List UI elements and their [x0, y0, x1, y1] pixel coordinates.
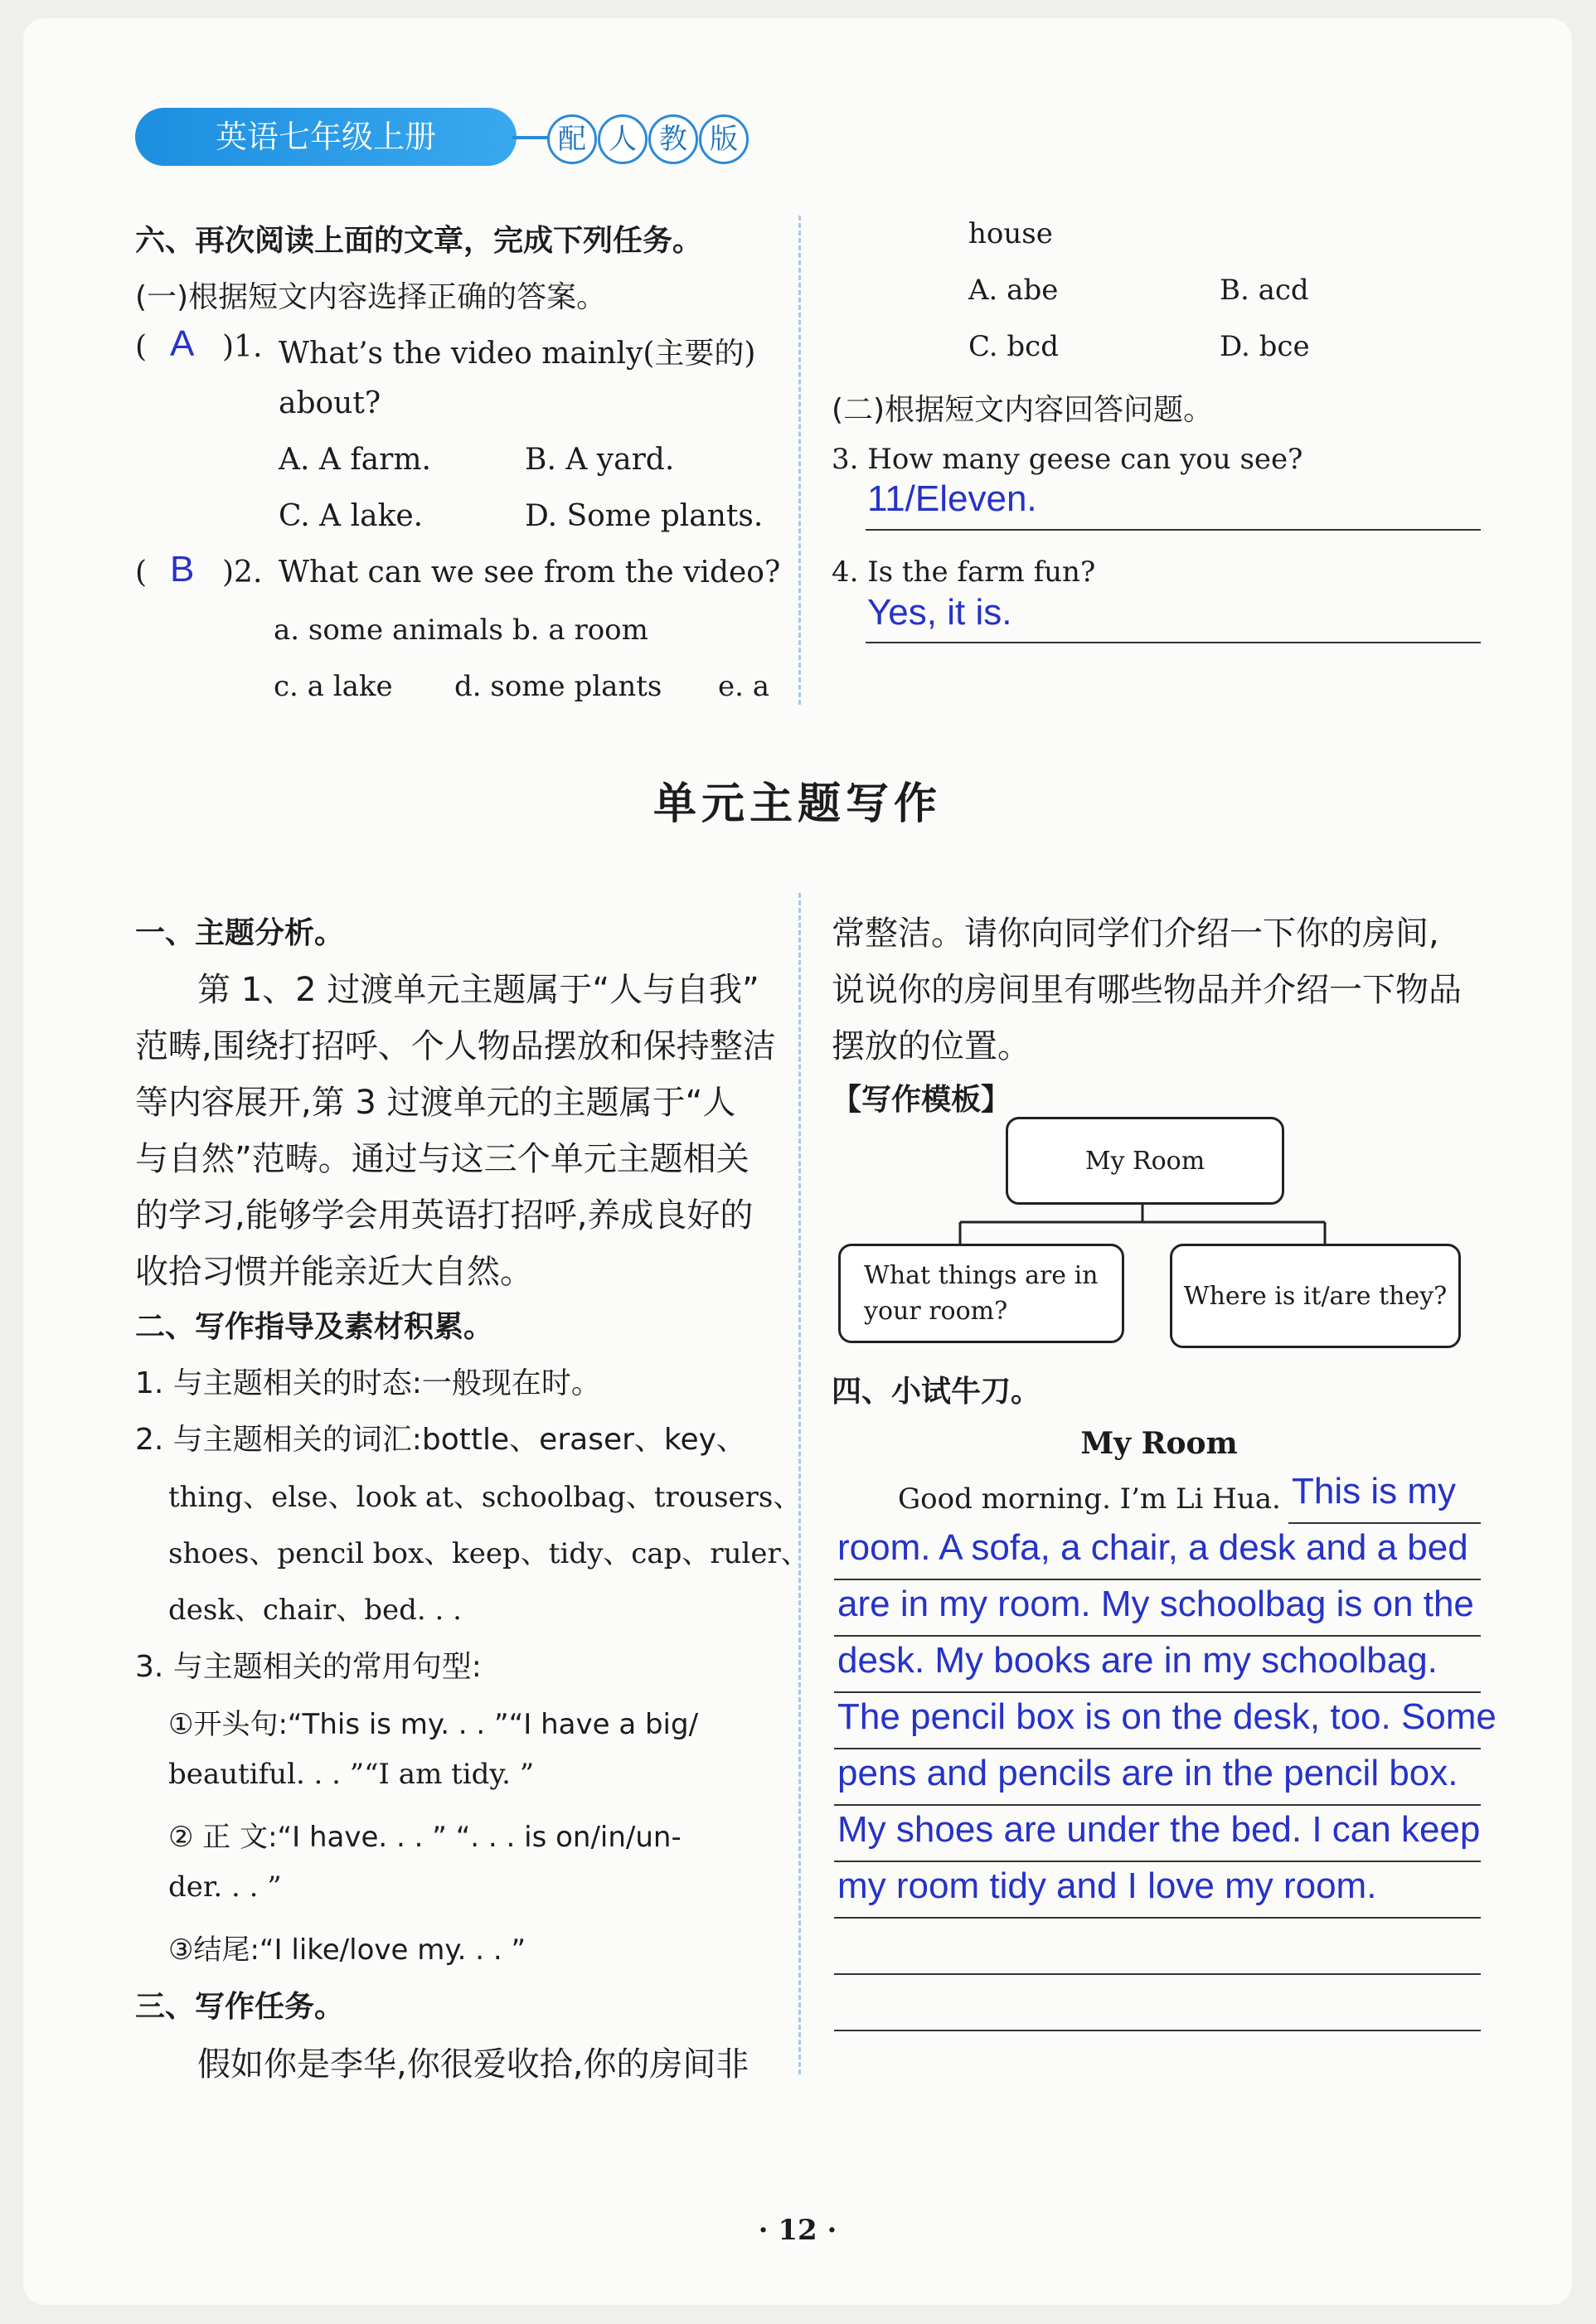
- essay-rule-3: [834, 1635, 1481, 1637]
- part3-line-1: 假如你是李华,你很爱收拾,你的房间非: [197, 2045, 749, 2084]
- q1-text-cont: about?: [279, 386, 381, 420]
- part1-line-3: 等内容展开,第 3 过渡单元的主题属于“人: [135, 1084, 736, 1122]
- part1-line-4: 与自然”范畴。通过与这三个单元主题相关: [135, 1140, 749, 1178]
- tag-ban: 版: [699, 114, 749, 164]
- essay-rule-6: [834, 1804, 1481, 1806]
- q2-item-d: d. some plants: [454, 670, 662, 703]
- part1-line-5: 的学习,能够学会用英语打招呼,养成良好的: [135, 1196, 754, 1235]
- diagram-right-box: [1170, 1244, 1461, 1348]
- q1-option-b: B. A yard.: [525, 443, 675, 477]
- q2-item-c: c. a lake: [274, 670, 393, 703]
- part2-item-3-line-1: ①开头句:“This is my. . . ”“I have a big/: [168, 1708, 699, 1741]
- part6-title: 六、再次阅读上面的文章，完成下列任务。: [135, 224, 703, 258]
- part6-sub1: (一)根据短文内容选择正确的答案。: [135, 280, 607, 314]
- diagram-right-label: Where is it/are they?: [1183, 1281, 1448, 1311]
- q2-option-d: D. bce: [1220, 330, 1310, 363]
- q1-option-c: C. A lake.: [279, 499, 424, 533]
- part2-item-2-line-3: shoes、pencil box、keep、tidy、cap、ruler、: [168, 1537, 809, 1570]
- part1-line-6: 收拾习惯并能亲近大自然。: [135, 1253, 533, 1291]
- page: [23, 18, 1572, 2305]
- part2-item-1: 1. 与主题相关的时态:一般现在时。: [135, 1366, 601, 1400]
- essay-line-4: desk. My books are in my schoolbag.: [837, 1640, 1438, 1681]
- page-number: · 12 ·: [758, 2214, 837, 2247]
- template-label: 【写作模板】: [832, 1083, 1011, 1117]
- q2-bracket-open: (: [135, 556, 148, 589]
- part1-line-2: 范畴,围绕打招呼、个人物品摆放和保持整洁: [135, 1027, 776, 1065]
- essay-line-8: my room tidy and I love my room.: [837, 1866, 1377, 1906]
- q3-text: 3. How many geese can you see?: [832, 443, 1303, 476]
- q2-item-e: e. a: [718, 670, 770, 703]
- diagram-root-label: My Room: [1084, 1146, 1205, 1176]
- essay-line-5: The pencil box is on the desk, too. Some: [837, 1696, 1497, 1737]
- part6-sub2: (二)根据短文内容回答问题。: [832, 393, 1214, 427]
- q2-item-a: a. some animals: [274, 614, 503, 647]
- q4-text: 4. Is the farm fun?: [832, 556, 1096, 589]
- q2-item-e-cont: house: [968, 217, 1053, 250]
- q1-text: What’s the video mainly(主要的): [279, 337, 756, 371]
- essay-rule-4: [834, 1691, 1481, 1693]
- essay-rule-8: [834, 1917, 1481, 1919]
- q2-option-a: A. abe: [968, 274, 1059, 307]
- part3-line-4: 摆放的位置。: [832, 1027, 1031, 1065]
- essay-line-2: room. A sofa, a chair, a desk and a bed: [837, 1527, 1468, 1568]
- tag-ren: 人: [598, 114, 648, 164]
- part2-title: 二、写作指导及素材积累。: [135, 1310, 494, 1344]
- essay-line-1: This is my: [1292, 1471, 1456, 1511]
- tag-jiao: 教: [648, 114, 698, 164]
- essay-rule-5: [834, 1748, 1481, 1749]
- part2-item-3-line-5: ③结尾:“I like/love my. . . ”: [168, 1933, 526, 1967]
- q1-answer: A: [170, 323, 195, 364]
- q2-answer: B: [170, 549, 195, 589]
- q2-option-c: C. bcd: [968, 330, 1059, 363]
- q4-answer: Yes, it is.: [867, 592, 1012, 633]
- part4-title: 四、小试牛刀。: [832, 1375, 1041, 1409]
- part2-item-3-line-2: beautiful. . . ”“I am tidy. ”: [168, 1758, 535, 1791]
- part1-title: 一、主题分析。: [135, 916, 345, 950]
- part2-item-2-line-2: thing、else、look at、schoolbag、trousers、: [168, 1481, 802, 1514]
- diagram-left-line-1: What things are in: [864, 1261, 1099, 1290]
- part2-item-3-title: 3. 与主题相关的常用句型:: [135, 1650, 482, 1684]
- essay-line-3: are in my room. My schoolbag is on the: [837, 1584, 1474, 1624]
- essay-printed-start: Good morning. I’m Li Hua.: [898, 1482, 1281, 1516]
- part2-item-3-line-3: ② 正 文:“I have. . . ” “. . . is on/in/un-: [168, 1821, 682, 1854]
- part3-line-2: 常整洁。请你向同学们介绍一下你的房间,: [832, 915, 1439, 953]
- q2-text: What can we see from the video?: [279, 556, 781, 589]
- essay-rule-10: [834, 2030, 1481, 2031]
- essay-rule-2: [834, 1579, 1481, 1580]
- q1-option-a: A. A farm.: [279, 443, 431, 477]
- part2-item-2-line-1: 2. 与主题相关的词汇:bottle、eraser、key、: [135, 1423, 746, 1457]
- q1-option-d: D. Some plants.: [525, 499, 764, 533]
- diagram-connectors: [23, 18, 1572, 1428]
- q2-item-b: b. a room: [512, 614, 648, 647]
- part1-line-1: 第 1、2 过渡单元主题属于“人与自我”: [197, 971, 759, 1009]
- q3-answer: 11/Eleven.: [867, 478, 1037, 519]
- diagram-left-line-2: your room?: [864, 1297, 1008, 1326]
- q2-number: )2.: [222, 556, 263, 589]
- tag-pei: 配: [547, 114, 597, 164]
- essay-line-7: My shoes are under the bed. I can keep: [837, 1809, 1481, 1850]
- diagram-left-box: [838, 1244, 1124, 1343]
- part2-item-3-line-4: der. . . ”: [168, 1870, 282, 1904]
- essay-line-6: pens and pencils are in the pencil box.: [837, 1753, 1458, 1793]
- essay-rule-7: [834, 1861, 1481, 1862]
- part3-title: 三、写作任务。: [135, 1990, 345, 2024]
- part3-line-3: 说说你的房间里有哪些物品并介绍一下物品: [832, 971, 1462, 1009]
- q1-bracket-open: (: [135, 330, 148, 364]
- q1-number: )1.: [222, 330, 263, 364]
- section-title: 单元主题写作: [652, 779, 942, 829]
- q2-option-b: B. acd: [1220, 274, 1309, 307]
- essay-rule-9: [834, 1973, 1481, 1975]
- essay-title: My Room: [1080, 1426, 1238, 1461]
- book-title-pill: 英语七年级上册: [135, 108, 517, 166]
- essay-rule-1: [1288, 1522, 1481, 1524]
- part2-item-2-line-4: desk、chair、bed. . .: [168, 1594, 462, 1627]
